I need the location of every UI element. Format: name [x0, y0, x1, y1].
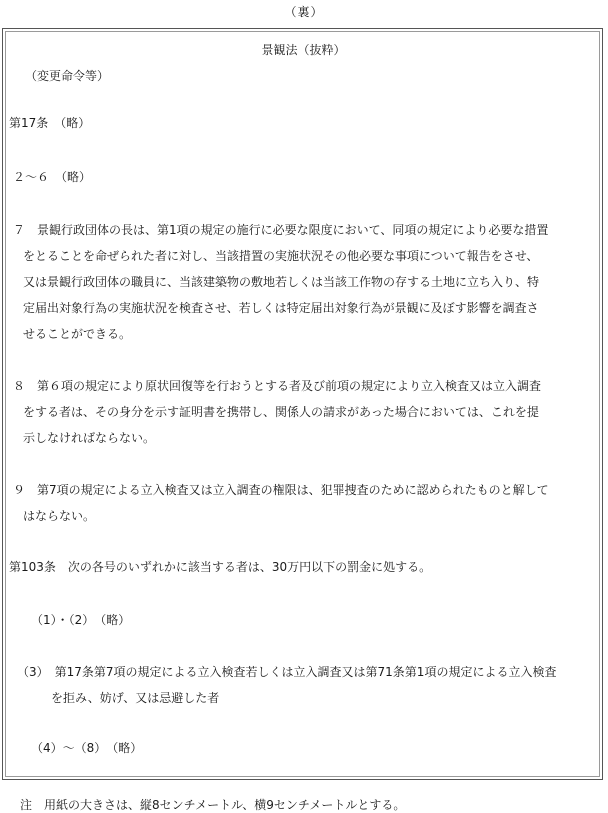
para8-line-2: をする者は、その身分を示す証明書を携帯し、関係人の請求があった場合においては、これを提 — [23, 405, 539, 419]
item-4-8: （4）～（8） （略） — [31, 741, 143, 755]
para8-line-1: ８ 第６項の規定により原状回復等を行おうとする者及び前項の規定により立入検査又は立入調査 — [13, 379, 542, 393]
para7-line-5: せることができる。 — [23, 327, 132, 341]
page-side-label: （裏） — [284, 5, 324, 19]
para7-line-2: をとることを命ぜられた者に対し、当該措置の実施状況その他必要な事項について報告をさせ、 — [23, 249, 539, 263]
item-3-line-2: を拒み、妨げ、又は忌避した者 — [51, 691, 220, 705]
para8-line-3: 示しなければならない。 — [23, 431, 156, 445]
item-3-line-1: （3） 第17条第7項の規定による立入検査若しくは立入調査又は第71条第1項の規定による立入検査 — [17, 665, 557, 679]
article-103: 第103条 次の各号のいずれかに該当する者は、30万円以下の罰金に処する。 — [9, 560, 432, 574]
document-frame — [2, 28, 603, 780]
item-1-2: （1）・（2） （略） — [31, 613, 131, 627]
article-17: 第17条 （略） — [9, 116, 91, 130]
items-2-6: ２～６ （略） — [13, 170, 92, 184]
para7-line-1: ７ 景観行政団体の長は、第1項の規定の施行に必要な限度において、同項の規定により必要な措置 — [13, 223, 549, 237]
document-title: 景観法（抜粋） — [261, 43, 346, 57]
para9-line-1: ９ 第7項の規定による立入検査又は立入調査の権限は、犯罪捜査のために認められたものと解して — [13, 483, 549, 497]
para9-line-2: はならない。 — [23, 509, 96, 523]
paper-size-note: 注 用紙の大きさは、縦8センチメートル、横9センチメートルとする。 — [20, 798, 406, 812]
para7-line-3: 又は景観行政団体の職員に、当該建築物の敷地若しくは当該工作物の存する土地に立ち入り、特 — [23, 275, 540, 289]
para7-line-4: 定届出対象行為の実施状況を検査させ、若しくは特定届出対象行為が景観に及ぼす影響を調査さ — [23, 301, 539, 315]
article-caption: （変更命令等） — [25, 69, 110, 83]
